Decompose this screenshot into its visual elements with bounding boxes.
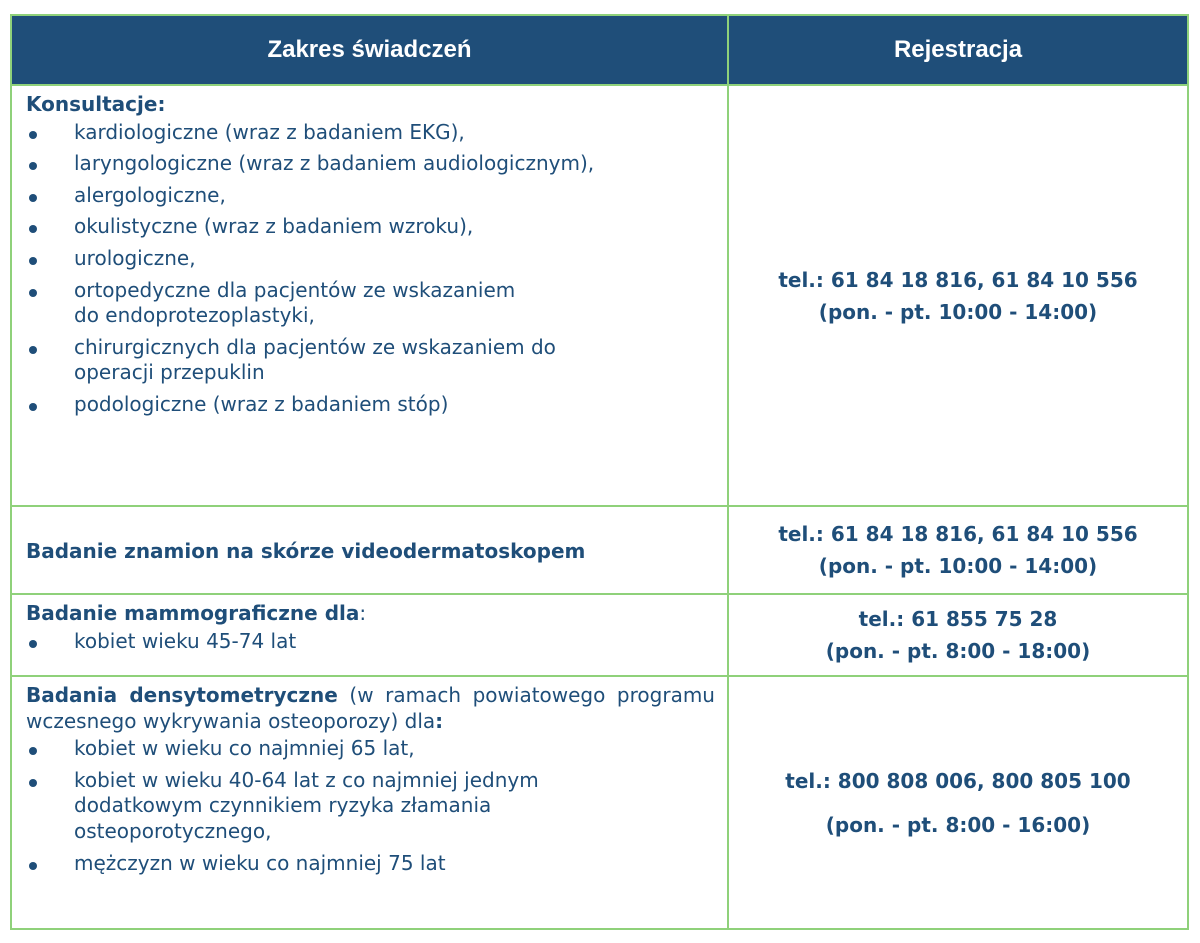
registration-cell xyxy=(728,676,1188,929)
list-item: okulistyczne (wraz z badaniem wzroku), xyxy=(26,214,715,240)
list-item: alergologiczne, xyxy=(26,183,715,209)
services-list xyxy=(26,629,715,655)
table-row-densitometry xyxy=(11,676,1188,929)
services-list xyxy=(26,120,715,418)
registration-cell xyxy=(728,594,1188,676)
row-title: Badanie mammograficzne dla xyxy=(26,601,360,625)
row-title-line xyxy=(26,601,715,627)
row-title: Badania densytometryczne xyxy=(26,683,338,707)
table-row-mammography xyxy=(11,594,1188,676)
office-hours: (pon. - pt. 10:00 - 14:00) xyxy=(818,554,1098,578)
list-item: kobiet w wieku 40-64 lat z co najmniej jednym dodatkowym czynnikiem ryzyka złamania osteoporotycznego, xyxy=(26,768,715,845)
list-item: urologiczne, xyxy=(26,246,715,272)
office-hours: (pon. - pt. 8:00 - 18:00) xyxy=(825,639,1091,663)
services-cell xyxy=(11,594,728,676)
list-item: kobiet wieku 45-74 lat xyxy=(26,629,715,655)
list-item: ortopedyczne dla pacjentów ze wskazaniem do endoprotezoplastyki, xyxy=(26,278,715,329)
phone-numbers: tel.: 61 84 18 816, 61 84 10 556 xyxy=(778,522,1138,546)
phone-numbers: tel.: 61 855 75 28 xyxy=(858,607,1058,631)
row-title-suffix: : xyxy=(359,601,367,625)
table-row-dermatoscopy xyxy=(11,506,1188,594)
list-item: kardiologiczne (wraz z badaniem EKG), xyxy=(26,120,715,146)
registration-cell xyxy=(728,506,1188,594)
phone-numbers: tel.: 800 808 006, 800 805 100 xyxy=(785,768,1131,793)
list-item: kobiet w wieku co najmniej 65 lat, xyxy=(26,736,715,762)
services-cell xyxy=(11,676,728,929)
registration-cell xyxy=(728,85,1188,506)
list-item: mężczyzn w wieku co najmniej 75 lat xyxy=(26,851,715,877)
table-header-row xyxy=(11,15,1188,85)
header-services: Zakres świadczeń xyxy=(11,15,728,85)
services-table xyxy=(10,14,1189,930)
list-item: chirurgicznych dla pacjentów ze wskazaniem do operacji przepuklin xyxy=(26,335,715,386)
services-list xyxy=(26,736,715,876)
header-registration: Rejestracja xyxy=(728,15,1188,85)
table-row-consultations xyxy=(11,85,1188,506)
list-item: podologiczne (wraz z badaniem stóp) xyxy=(26,392,715,418)
row-title-rest: (w ramach powiatowego programu wczesnego wykrywania osteoporozy) dla xyxy=(26,683,715,733)
row-title-suffix: : xyxy=(435,708,444,733)
row-title-line xyxy=(26,683,715,734)
list-item: laryngologiczne (wraz z badaniem audiologicznym), xyxy=(26,151,715,177)
office-hours: (pon. - pt. 10:00 - 14:00) xyxy=(818,299,1098,324)
services-cell xyxy=(11,506,728,594)
office-hours: (pon. - pt. 8:00 - 16:00) xyxy=(825,812,1091,837)
phone-numbers: tel.: 61 84 18 816, 61 84 10 556 xyxy=(778,267,1138,292)
row-title: Badanie znamion na skórze videodermatoskopem xyxy=(26,539,586,564)
services-cell xyxy=(11,85,728,506)
row-title: Konsultacje: xyxy=(26,92,166,116)
